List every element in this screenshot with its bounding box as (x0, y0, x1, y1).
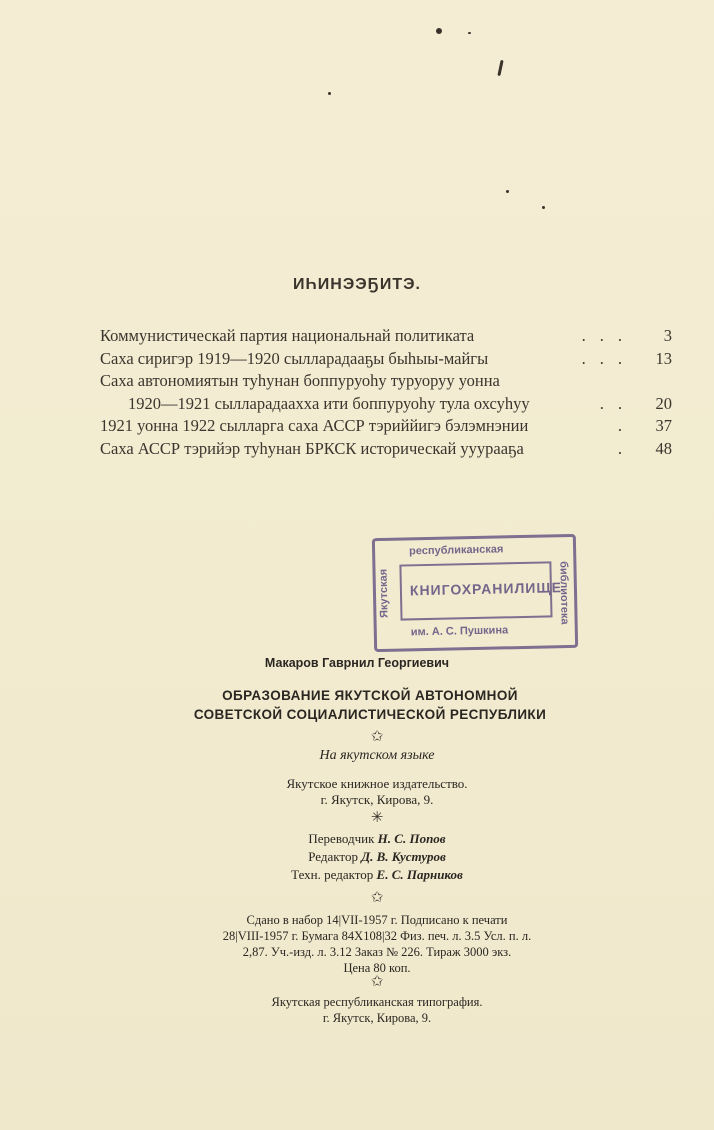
ink-speck (497, 60, 503, 76)
toc-entry-title: Коммунистическай партия национальнай политиката (100, 326, 475, 345)
translator-line (0, 830, 714, 848)
tech-editor-line (0, 866, 714, 884)
contents-heading: ИҺИНЭЭҔИТЭ. (293, 276, 421, 293)
toc-entry-page: 3 (663, 326, 672, 345)
toc-entry-page: 48 (655, 438, 672, 458)
library-stamp (372, 534, 578, 652)
toc-entry (100, 325, 672, 348)
ink-speck (328, 92, 331, 95)
stamp-right-text: библиотека (557, 561, 571, 625)
translator-name: Н. С. Попов (377, 831, 446, 846)
credits-block (0, 830, 714, 884)
star-ornament-icon: ✩ (370, 972, 384, 990)
toc-leader: . (617, 416, 636, 435)
book-title-line: ОБРАЗОВАНИЕ ЯКУТСКОЙ АВТОНОМНОЙ (222, 688, 518, 703)
toc-entry-page: 13 (655, 348, 672, 368)
table-of-contents (100, 325, 672, 460)
translator-label: Переводчик (308, 831, 375, 846)
asterisk-ornament-icon: ✳ (370, 808, 384, 826)
toc-entry (100, 438, 672, 461)
toc-entry (100, 348, 672, 371)
toc-leader: . (617, 438, 636, 458)
stamp-bottom-text: им. А. С. Пушкина (410, 624, 509, 639)
ink-speck (506, 190, 509, 193)
toc-entry-title: Саха АССР тэрийэр туһунан БРКСК историческай ууурааҕа (100, 438, 524, 458)
editor-line (0, 848, 714, 866)
book-title (0, 686, 714, 724)
ink-speck (542, 206, 545, 209)
ink-speck (468, 32, 471, 34)
publisher-block (0, 776, 714, 808)
toc-entry (100, 393, 672, 416)
editor-name: Д. В. Кустуров (361, 849, 446, 864)
toc-entry (100, 415, 672, 438)
printer-block (0, 994, 714, 1026)
book-title-line: СОВЕТСКОЙ СОЦИАЛИСТИЧЕСКОЙ РЕСПУБЛИКИ (193, 707, 547, 722)
toc-entry (100, 370, 672, 393)
publisher-name: Якутское книжное издательство. (286, 776, 468, 791)
toc-leader: ... (581, 348, 636, 368)
toc-entry-page: 37 (655, 416, 672, 435)
author-name: Макаров Гаврнил Георгиевич (264, 656, 450, 670)
imprint-line: Цена 80 коп. (343, 961, 411, 975)
star-ornament-icon: ✩ (370, 727, 384, 745)
toc-leader: .. (599, 393, 636, 413)
stamp-left-text: Якутская (377, 568, 391, 619)
tech-editor-label: Техн. редактор (291, 867, 374, 882)
imprint-block (0, 912, 714, 976)
toc-entry-title: 1921 уонна 1922 сылларга саха АССР тэриййигэ бэлэмнэнии (100, 416, 529, 435)
imprint-line: Сдано в набор 14|VII-1957 г. Подписано к печати (246, 913, 508, 927)
toc-entry-title: Саха сиригэр 1919—1920 сылларадааҕы быһыы-майгы (100, 348, 489, 368)
toc-entry-page: 20 (655, 393, 672, 413)
imprint-line: 28|VIII-1957 г. Бумага 84Х108|32 Физ. печ. л. 3.5 Усл. п. л. (222, 929, 532, 943)
toc-entry-title: 1920—1921 сылларадааххa ити боппуруоһу тула охсуһуу (128, 393, 530, 413)
toc-leader: ... (581, 326, 636, 345)
publisher-address: г. Якутск, Кирова, 9. (320, 792, 434, 807)
language-note: На якутском языке (319, 748, 435, 763)
stamp-top-text: республиканская (408, 543, 504, 558)
toc-entry-title: Саха автономиятын туһунан боппуруоһу туруоруу уонна (100, 371, 500, 390)
imprint-line: 2,87. Уч.-изд. л. 3.12 Заказ № 226. Тираж 3000 экз. (242, 945, 512, 959)
editor-label: Редактор (308, 849, 358, 864)
printer-address: г. Якутск, Кирова, 9. (322, 1011, 432, 1025)
ink-speck (436, 28, 442, 34)
stamp-middle-text: КНИГОХРАНИЛИЩЕ (409, 579, 563, 599)
star-ornament-icon: ✩ (370, 888, 384, 906)
tech-editor-name: Е. С. Парников (376, 867, 463, 882)
printer-name: Якутская республиканская типография. (271, 995, 483, 1009)
